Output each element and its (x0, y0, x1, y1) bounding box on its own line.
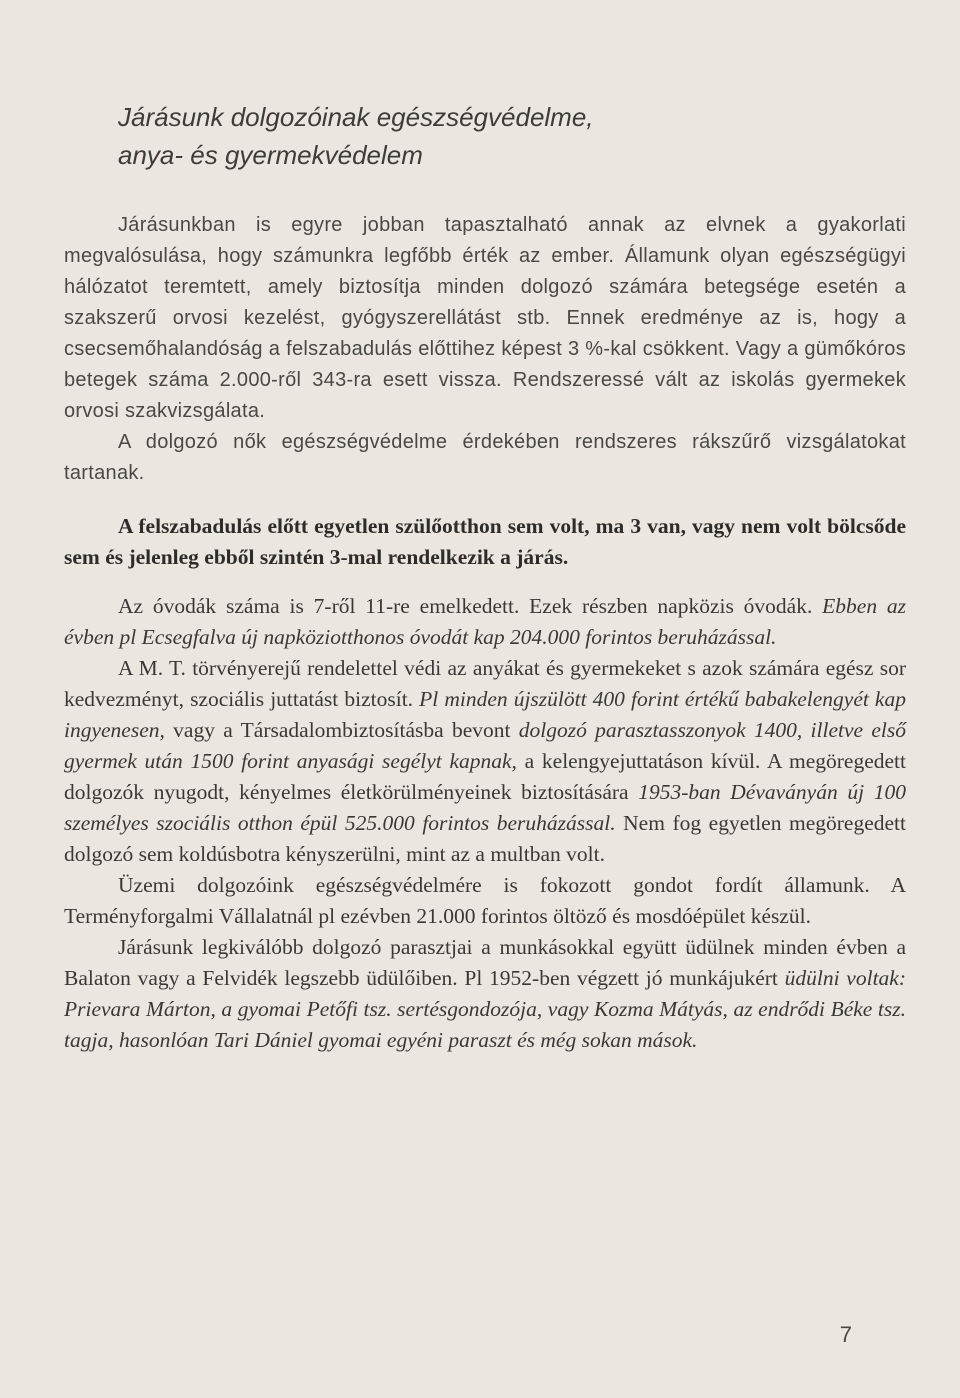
holidays-highlight: üdülni voltak: Prievara Márton, a gyomai Petőfi tsz. sertésgondozója, vagy Kozma Mátyás, az endrődi Béke tsz. tagja, hasonlóan Tari Dániel gyomai egyéni paraszt és még sokan mások. (64, 966, 906, 1052)
protection-text-1: A M. T. törvényerejű rendelettel védi az anyákat és gyermekeket s azok számára egész sor kedvezményt, szociális juttatást biztosít. (64, 656, 906, 711)
page-number: 7 (839, 1322, 852, 1347)
paragraph-kindergartens (64, 591, 906, 653)
paragraph-health-network: Járásunkban is egyre jobban tapasztalható annak az elvnek a gyakorlati megvalósulása, hogy számunkra legfőbb érték az ember. Államunk olyan egészségügyi hálózatot teremtett, amely biztosítja minden dolgozó számára betegsége esetén a szakszerű orvosi kezelést, gyógyszerellátást stb. Ennek eredménye az is, hogy a csecsemőhalandóság a felszabadulás előttihez képest 3 %-kal csökkent. Vagy a gümőkóros betegek száma 2.000-ről 343-ra esett vissza. Rendszeressé vált az iskolás gyermekek orvosi szakvizsgálata. (64, 214, 906, 422)
heading-line-1: Járásunk dolgozóinak egészségvédelme, (118, 102, 594, 132)
paragraph-workplace-health: Üzemi dolgozóink egészségvédelmére is fokozott gondot fordít államunk. A Terményforgalmi Vállalatnál pl ezévben 21.000 forintos öltöző és mosdóépület készül. (64, 873, 906, 928)
kindergartens-highlight: Ebben az évben pl Ecsegfalva új napköziotthonos óvodát kap 204.000 forintos beruházással. (64, 594, 906, 649)
holidays-text: Járásunk legkiválóbb dolgozó parasztjai a munkásokkal együtt üdülnek minden évben a Balaton vagy a Felvidék legszebb üdülőiben. Pl 1952-ben végzett jó munkájukért (64, 935, 906, 990)
protection-highlight-1: Pl minden újszülött 400 forint értékű babakelengyét kap ingyenesen, (64, 687, 906, 742)
paragraph-cancer-screening: A dolgozó nők egészségvédelme érdekében rendszeres rákszűrő vizsgálatokat tartanak. (64, 431, 906, 484)
protection-text-4: Nem fog egyetlen megöregedett dolgozó sem koldúsbotra kényszerülni, mint az a multban volt. (64, 811, 906, 866)
kindergartens-text: Az óvodák száma is 7-ről 11-re emelkedett. Ezek részben napközis óvodák. (118, 594, 823, 618)
protection-highlight-3: 1953-ban Dévaványán új 100 személyes szociális otthon épül 525.000 forintos beruházással. (64, 780, 906, 835)
paragraph-maternity-homes: A felszabadulás előtt egyetlen szülőotthon sem volt, ma 3 van, vagy nem volt bölcsőde sem és jelenleg ebből szintén 3-mal rendelkezik a járás. (64, 514, 906, 569)
paragraph-holidays (64, 932, 906, 1056)
section-heading (118, 98, 906, 174)
paragraph-mother-child-protection (64, 653, 906, 870)
protection-text-3: a kelengyejuttatáson kívül. A megöregedett dolgozók nyugodt, kényelmes életkörülményeinek biztosítására (64, 749, 906, 804)
page-content (64, 98, 906, 1056)
protection-text-2: vagy a Társadalombiztosításba bevont (164, 718, 519, 742)
heading-line-2: anya- és gyermekvédelem (118, 140, 423, 170)
protection-highlight-2: dolgozó parasztasszonyok 1400, illetve első gyermek után 1500 forint anyasági segélyt kapnak, (64, 718, 906, 773)
